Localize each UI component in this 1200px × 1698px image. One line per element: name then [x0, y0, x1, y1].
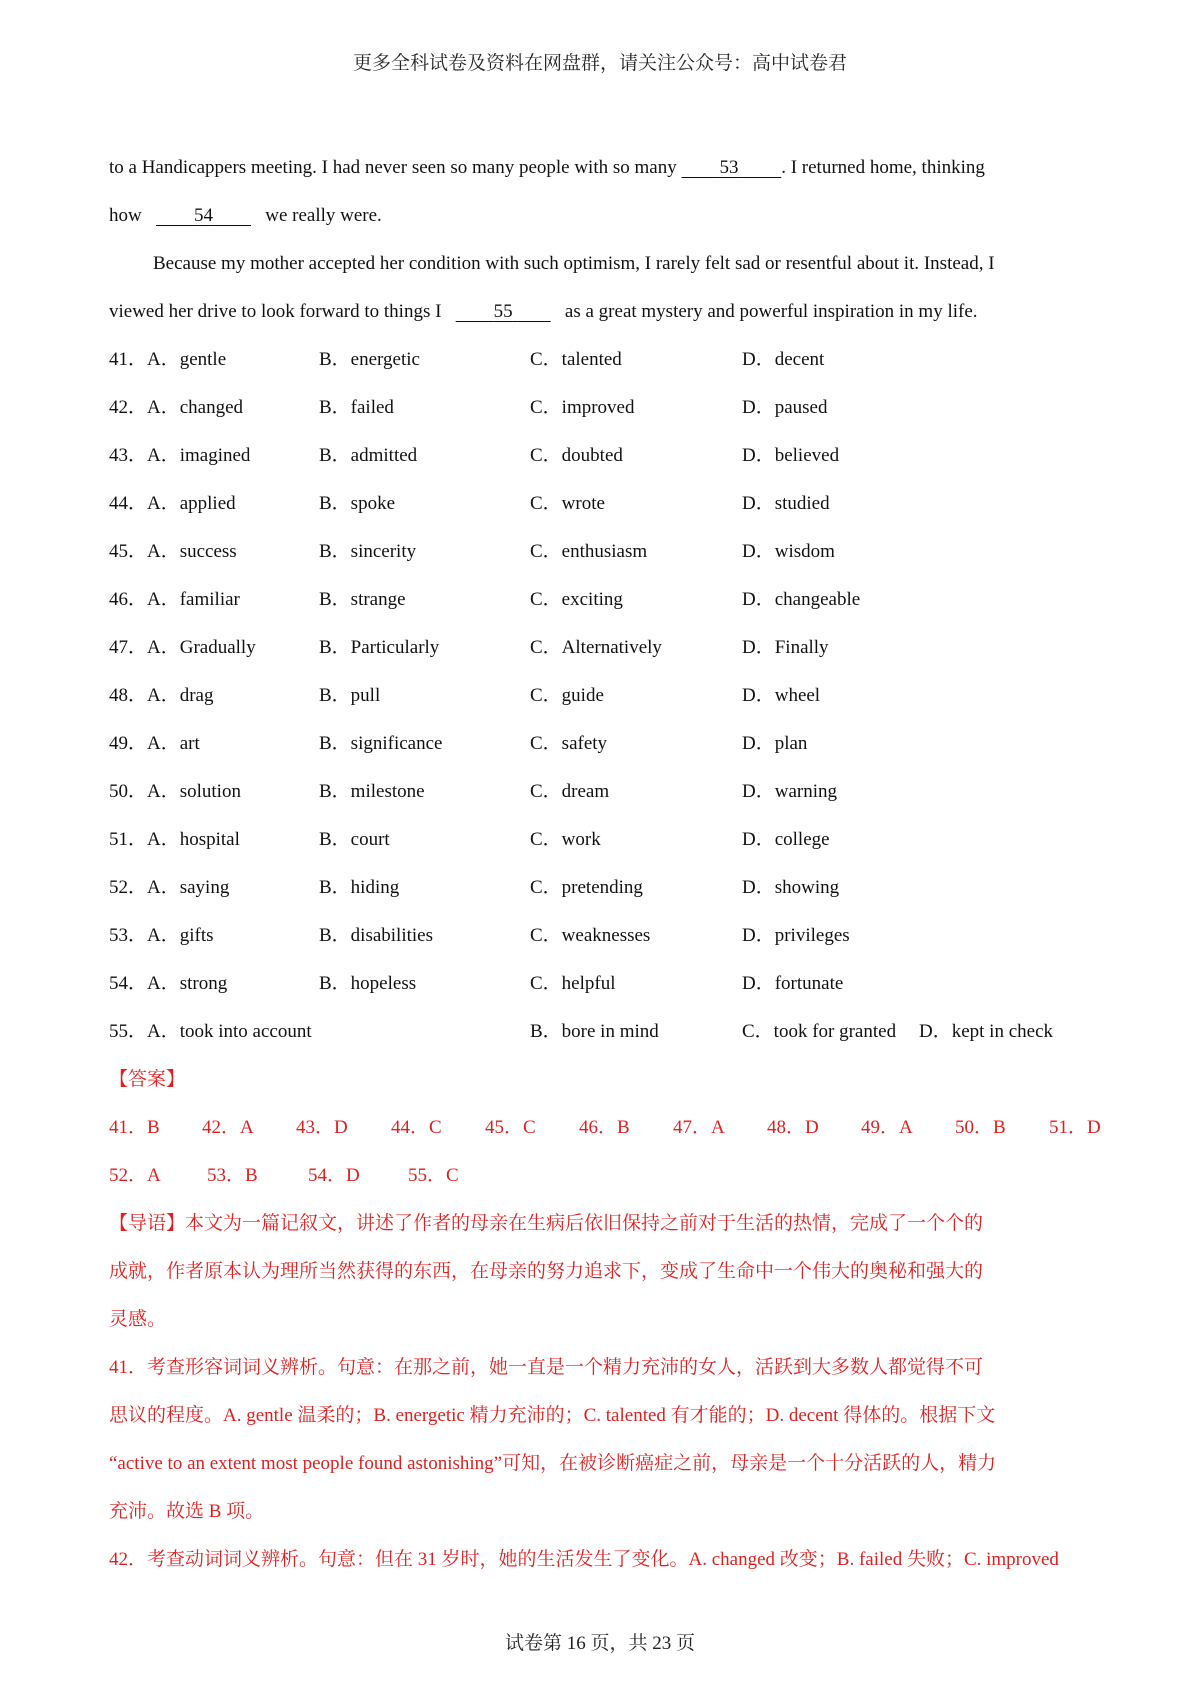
question-45: 45．A．success B．sincerity C．enthusiasm D．wisdom: [109, 541, 835, 562]
explanation-line: “active to an extent most people found astonishing”可知，在被诊断癌症之前，母亲是一个十分活跃的人，精力: [109, 1453, 997, 1474]
passage-text: to a Handicappers meeting. I had never seen so many people with so many: [109, 157, 677, 178]
page-footer: 试卷第 16 页，共 23 页: [504, 1633, 695, 1654]
options-list: [109, 340, 1099, 1060]
explanation-42: 42．考查动词词义辨析。句意：但在 31 岁时，她的生活发生了变化。A. changed 改变；B. failed 失败；C. improved: [109, 1549, 1059, 1570]
passage-text: how: [109, 205, 142, 226]
question-46: 46．A．familiar B．strange C．exciting D．changeable: [109, 589, 861, 610]
answers-row-2: 52．A 53．B 54．D 55．C: [109, 1165, 459, 1186]
blank-53: 53: [719, 157, 739, 178]
guide-line: 灵感。: [109, 1309, 167, 1330]
passage-line-1: [109, 148, 1099, 196]
passage-text: we really were.: [265, 205, 382, 226]
passage-line-3: Because my mother accepted her condition with such optimism, I rarely felt sad or resentful about it. Instead, I: [153, 253, 995, 274]
question-53: 53．A．gifts B．disabilities C．weaknesses D．privileges: [109, 925, 850, 946]
explanation-line: 41．考查形容词词义辨析。句意：在那之前，她一直是一个精力充沛的女人，活跃到大多数人都觉得不可: [109, 1357, 984, 1378]
question-54: 54．A．strong B．hopeless C．helpful D．fortunate: [109, 973, 844, 994]
passage-text: . I returned home, thinking: [781, 157, 985, 178]
explanation-line: 思议的程度。A. gentle 温柔的；B. energetic 精力充沛的；C. talented 有才能的；D. decent 得体的。根据下文: [109, 1405, 996, 1426]
question-47: 47．A．Gradually B．Particularly C．Alternatively D．Finally: [109, 637, 829, 658]
question-42: 42．A．changed B．failed C．improved D．paused: [109, 397, 828, 418]
question-51: 51．A．hospital B．court C．work D．college: [109, 829, 830, 850]
explanation-line: 充沛。故选 B 项。: [109, 1501, 265, 1522]
page-content: [109, 148, 1099, 1588]
guide-section: [109, 1204, 1099, 1348]
question-50: 50．A．solution B．milestone C．dream D．warning: [109, 781, 837, 802]
question-41: 41．A．gentle B．energetic C．talented D．decent: [109, 349, 825, 370]
answer-title: 【答案】: [109, 1069, 186, 1090]
passage-text: viewed her drive to look forward to things I: [109, 301, 442, 322]
guide-line: 【导语】本文为一篇记叙文，讲述了作者的母亲在生病后依旧保持之前对于生活的热情，完成了一个个的: [109, 1213, 984, 1234]
explanation-41: [109, 1348, 1099, 1540]
passage-line-2: [109, 196, 1099, 244]
question-48: 48．A．drag B．pull C．guide D．wheel: [109, 685, 821, 706]
question-43: 43．A．imagined B．admitted C．doubted D．believed: [109, 445, 840, 466]
guide-line: 成就，作者原本认为理所当然获得的东西，在母亲的努力追求下，变成了生命中一个伟大的奥秘和强大的: [109, 1261, 984, 1282]
question-52: 52．A．saying B．hiding C．pretending D．showing: [109, 877, 840, 898]
blank-55: 55: [493, 301, 513, 322]
answers-row-1: 41．B 42．A 43．D 44．C 45．C 46．B 47．A 48．D 49．A 50．B 51．D: [109, 1117, 1101, 1138]
question-55: 55．A．took into account B．bore in mind C．took for granted D．kept in check: [109, 1021, 1054, 1042]
passage-line-4: [109, 292, 1099, 340]
question-44: 44．A．applied B．spoke C．wrote D．studied: [109, 493, 830, 514]
question-49: 49．A．art B．significance C．safety D．plan: [109, 733, 808, 754]
page-header: 更多全科试卷及资料在网盘群，请关注公众号：高中试卷君: [352, 53, 847, 74]
blank-54: 54: [193, 205, 213, 226]
passage-text: as a great mystery and powerful inspiration in my life.: [564, 301, 978, 322]
